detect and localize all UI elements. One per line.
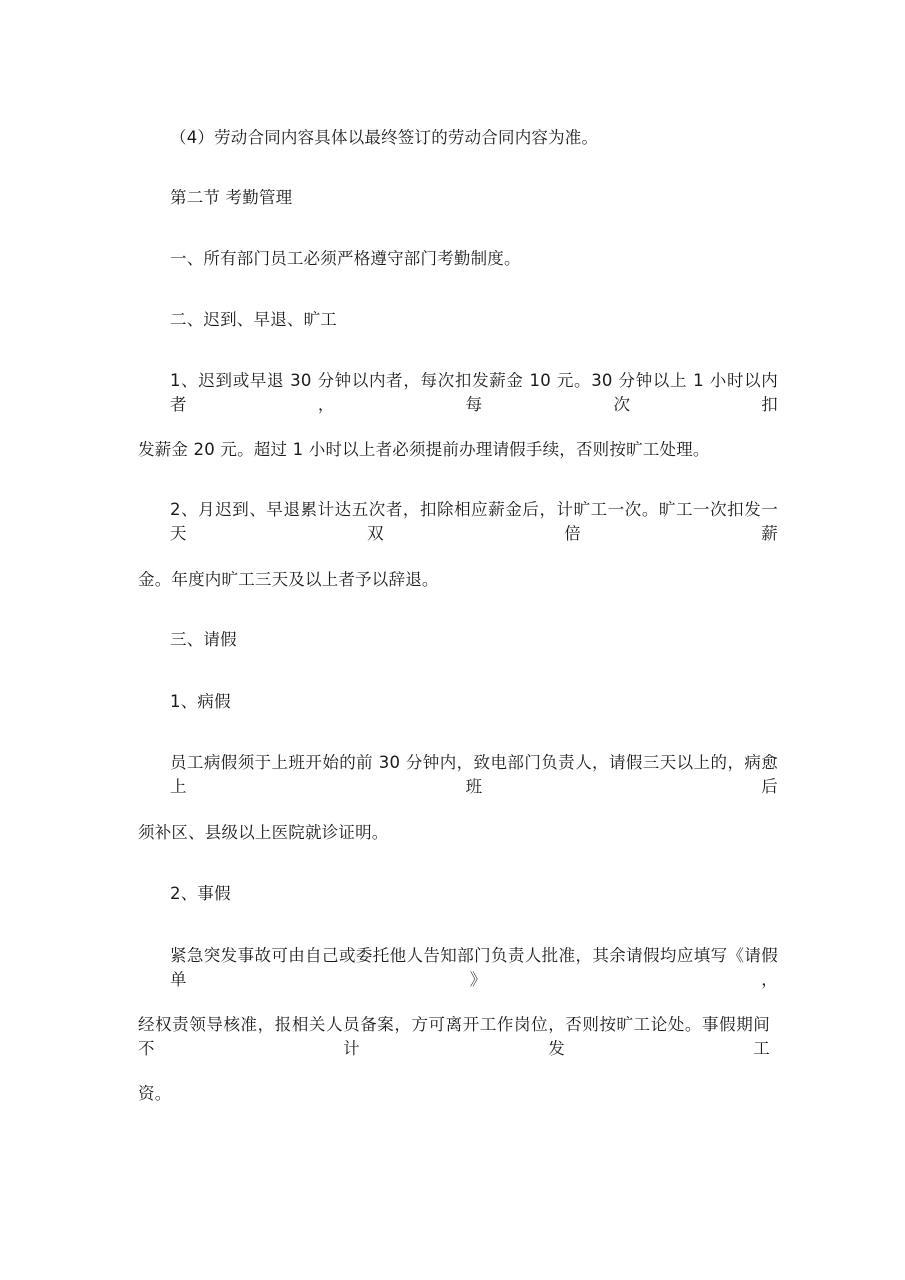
paragraph-line: 须补区、县级以上医院就诊证明。 — [138, 823, 389, 842]
paragraph-line: 资。 — [138, 1084, 172, 1103]
paragraph-line: 金。年度内旷工三天及以上者予以辞退。 — [138, 570, 439, 589]
subsection-heading: 三、请假 — [170, 630, 237, 649]
paragraph-line: 发薪金 20 元。超过 1 小时以上者必须提前办理请假手续，否则按旷工处理。 — [138, 440, 710, 459]
item-heading: 1、病假 — [170, 692, 231, 711]
section-heading: 第二节 考勤管理 — [170, 188, 293, 207]
paragraph-line: （4）劳动合同内容具体以最终签订的劳动合同内容为准。 — [170, 128, 599, 147]
paragraph-line: 经权责领导核准，报相关人员备案，方可离开工作岗位，否则按旷工论处。事假期间不计发工 — [138, 1015, 770, 1058]
paragraph-line: 员工病假须于上班开始的前 30 分钟内，致电部门负责人，请假三天以上的，病愈上班后 — [170, 753, 778, 796]
item-heading: 2、事假 — [170, 884, 231, 903]
subsection-heading: 二、迟到、早退、旷工 — [170, 310, 337, 329]
paragraph-line: 2、月迟到、早退累计达五次者，扣除相应薪金后，计旷工一次。旷工一次扣发一天双倍薪 — [170, 500, 778, 543]
paragraph-line: 紧急突发事故可由自己或委托他人告知部门负责人批准，其余请假均应填写《请假单》， — [170, 946, 778, 989]
paragraph-line: 1、迟到或早退 30 分钟以内者，每次扣发薪金 10 元。30 分钟以上 1 小时以内者，每次扣 — [170, 371, 778, 414]
paragraph-line: 一、所有部门员工必须严格遵守部门考勤制度。 — [170, 249, 521, 268]
